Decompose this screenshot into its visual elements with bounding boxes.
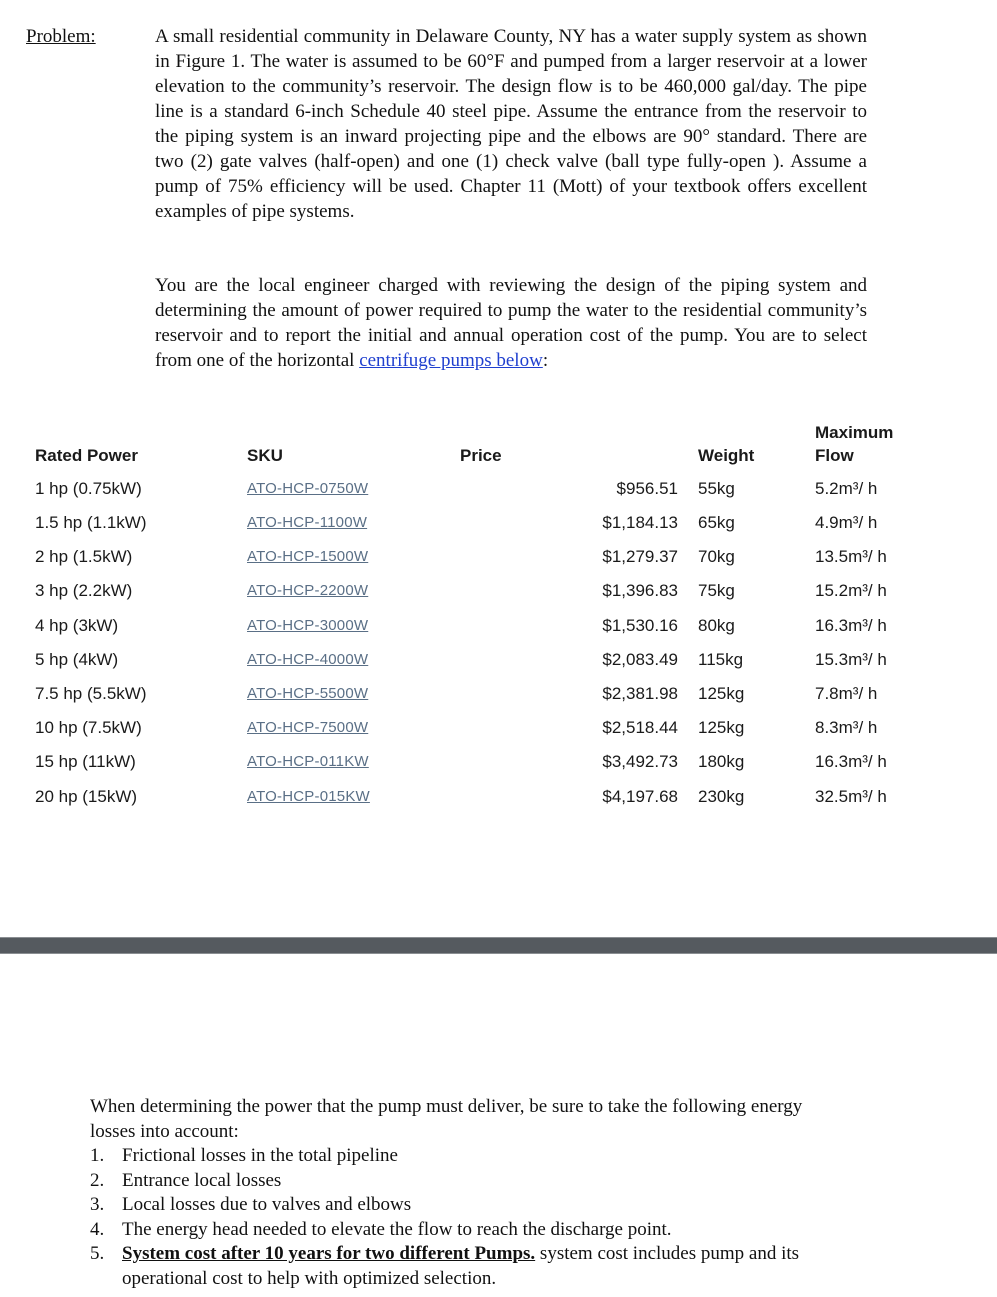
cell-weight: 115kg	[698, 650, 744, 669]
header-price: Price	[460, 446, 502, 465]
cell-weight: 80kg	[698, 616, 735, 635]
sku-link[interactable]: ATO-HCP-1100W	[247, 514, 368, 531]
problem-paragraph-1: A small residential community in Delaware County, NY has a water supply system as shown in Figure 1. The water is assumed to be 60°F and pumped from a larger reservoir at a lower elevation to the community’s reservoir. The design flow is to be 460,000 gal/day. The pipe line is a standard 6-inch Schedule 40 steel pipe. Assume the entrance from the reservoir to the piping system is an inward projecting pipe and the elbows are 90° standard. There are two (2) gate valves (half-open) and one (1) check valve (ball type fully-open ). Assume a pump of 75% efficiency will be used. Chapter 11 (Mott) of your textbook offers excellent examples of pipe systems.	[155, 26, 867, 222]
table-row	[0, 546, 997, 580]
system-cost-heading: System cost after 10 years for two different Pumps.	[122, 1243, 536, 1265]
cell-power: 7.5 hp (5.5kW)	[35, 684, 147, 703]
list-item	[90, 1193, 880, 1218]
header-max-flow-line1: Maximum	[815, 423, 894, 442]
list-item	[90, 1144, 880, 1169]
sku-link[interactable]: ATO-HCP-1500W	[247, 548, 369, 565]
cell-price: $956.51	[616, 479, 678, 498]
list-text: Entrance local losses	[122, 1169, 282, 1191]
cell-weight: 55kg	[698, 479, 735, 498]
table-row	[0, 786, 997, 820]
table-row	[0, 512, 997, 546]
cell-weight: 180kg	[698, 752, 745, 771]
table-row	[0, 751, 997, 785]
page-separator	[0, 937, 997, 954]
header-weight: Weight	[698, 446, 755, 465]
list-number: 1.	[90, 1145, 105, 1166]
cell-power: 20 hp (15kW)	[35, 787, 138, 806]
cell-power: 4 hp (3kW)	[35, 616, 119, 635]
cell-weight: 65kg	[698, 513, 735, 532]
cell-price: $2,083.49	[602, 650, 678, 669]
energy-losses-list	[90, 1144, 880, 1292]
list-text: Local losses due to valves and elbows	[122, 1194, 412, 1216]
centrifuge-pumps-link[interactable]: centrifuge pumps below	[359, 350, 543, 371]
cell-price: $1,530.16	[602, 616, 678, 635]
list-number: 4.	[90, 1218, 105, 1240]
cell-power: 15 hp (11kW)	[35, 752, 136, 771]
cell-price: $1,279.37	[602, 547, 678, 566]
paragraph-2-text: You are the local engineer charged with reviewing the design of the piping system and determining the amount of power required to pump the water to the residential community’s reservoir and to report the initial and annual operation cost of the pump. You are to select from one of the horizontal	[155, 275, 867, 371]
list-text: The energy head needed to elevate the flow to reach the discharge point.	[122, 1218, 672, 1240]
cell-flow: 16.3m³/ h	[815, 616, 887, 635]
list-text: system cost includes pump and its operational cost to help with optimized selection.	[122, 1243, 800, 1289]
cell-power: 5 hp (4kW)	[35, 650, 119, 669]
cell-weight: 125kg	[698, 718, 745, 737]
cell-price: $4,197.68	[602, 787, 678, 806]
list-item	[90, 1218, 880, 1243]
table-row	[0, 478, 997, 512]
list-number: 3.	[90, 1194, 105, 1216]
table-row	[0, 683, 997, 717]
header-max-flow-line2: Flow	[815, 446, 854, 465]
energy-losses-intro: When determining the power that the pump must deliver, be sure to take the following energy losses into account:	[90, 1096, 803, 1142]
cell-flow: 5.2m³/ h	[815, 479, 878, 498]
cell-weight: 230kg	[698, 787, 745, 806]
cell-price: $2,518.44	[602, 718, 678, 737]
table-row	[0, 717, 997, 751]
table-row	[0, 615, 997, 649]
cell-flow: 4.9m³/ h	[815, 513, 878, 532]
cell-power: 10 hp (7.5kW)	[35, 718, 142, 737]
cell-weight: 70kg	[698, 547, 735, 566]
list-text: Frictional losses in the total pipeline	[122, 1145, 398, 1166]
cell-price: $1,396.83	[602, 581, 678, 600]
table-row	[0, 649, 997, 683]
cell-power: 3 hp (2.2kW)	[35, 581, 133, 600]
problem-paragraph-2	[155, 273, 867, 373]
list-item	[90, 1169, 880, 1194]
cell-flow: 15.2m³/ h	[815, 581, 887, 600]
cell-flow: 7.8m³/ h	[815, 684, 878, 703]
cell-flow: 13.5m³/ h	[815, 547, 887, 566]
cell-price: $1,184.13	[602, 513, 678, 532]
paragraph-2-end: :	[542, 350, 549, 371]
header-rated-power: Rated Power	[35, 446, 138, 465]
cell-power: 1.5 hp (1.1kW)	[35, 513, 147, 532]
cell-price: $3,492.73	[602, 752, 678, 771]
sku-link[interactable]: ATO-HCP-015KW	[247, 788, 370, 805]
sku-link[interactable]: ATO-HCP-7500W	[247, 719, 369, 736]
sku-link[interactable]: ATO-HCP-011KW	[247, 753, 369, 770]
problem-label: Problem:	[26, 26, 96, 47]
list-number: 2.	[90, 1169, 105, 1191]
cell-power: 2 hp (1.5kW)	[35, 547, 133, 566]
sku-link[interactable]: ATO-HCP-4000W	[247, 651, 369, 668]
cell-power: 1 hp (0.75kW)	[35, 479, 142, 498]
list-number: 5.	[90, 1243, 105, 1265]
list-item	[90, 1242, 880, 1291]
header-sku: SKU	[247, 446, 283, 465]
cell-weight: 125kg	[698, 684, 745, 703]
cell-weight: 75kg	[698, 581, 735, 600]
sku-link[interactable]: ATO-HCP-5500W	[247, 685, 369, 702]
sku-link[interactable]: ATO-HCP-0750W	[247, 480, 369, 497]
cell-flow: 15.3m³/ h	[815, 650, 887, 669]
sku-link[interactable]: ATO-HCP-3000W	[247, 617, 369, 634]
cell-price: $2,381.98	[602, 684, 678, 703]
cell-flow: 16.3m³/ h	[815, 752, 887, 771]
cell-flow: 8.3m³/ h	[815, 718, 878, 737]
cell-flow: 32.5m³/ h	[815, 787, 887, 806]
table-row	[0, 580, 997, 614]
sku-link[interactable]: ATO-HCP-2200W	[247, 582, 369, 599]
